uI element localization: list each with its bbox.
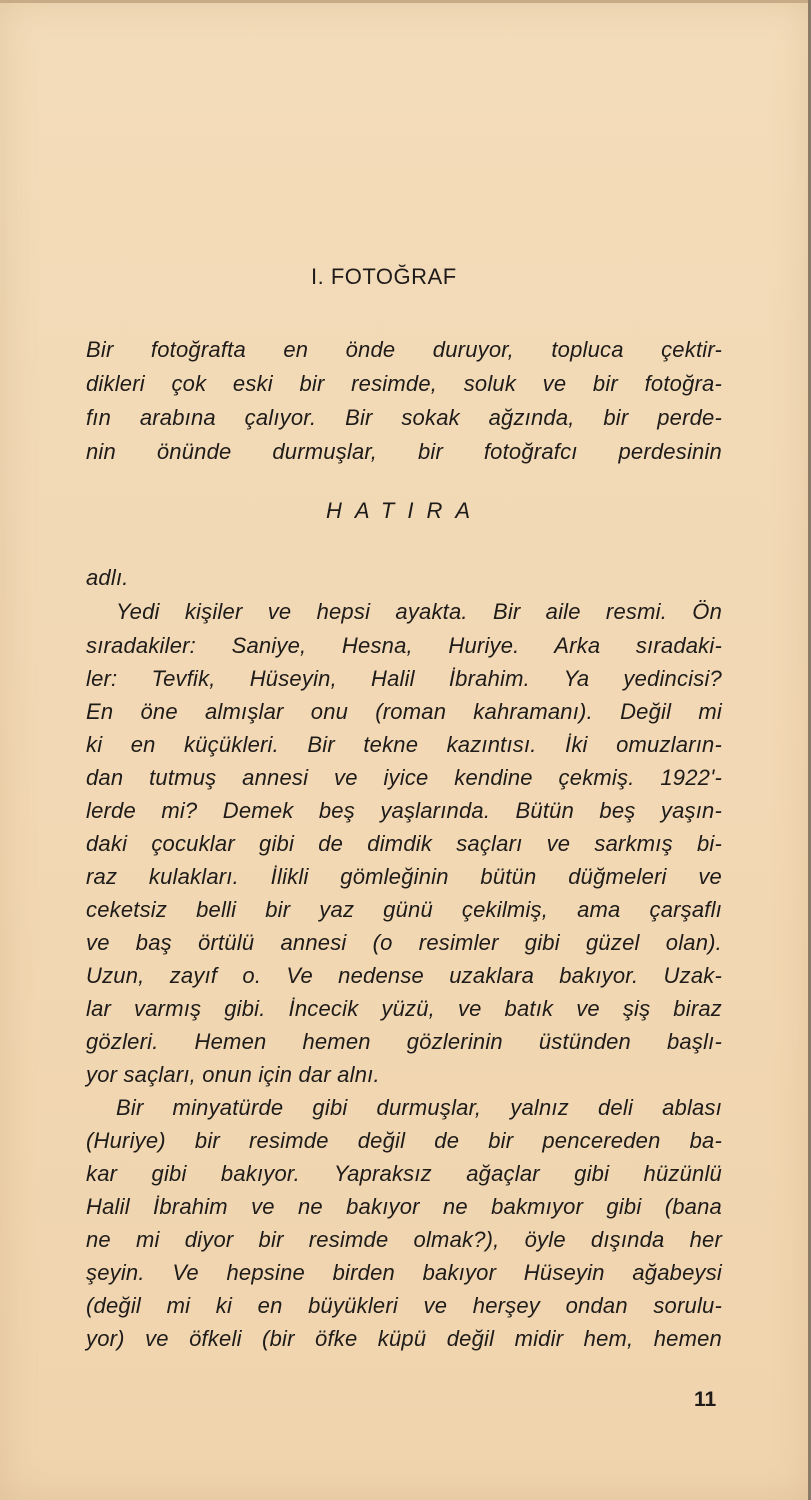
text-line: yor) ve öfkeli (bir öfke küpü değil midir hem, hemen (86, 1326, 722, 1351)
text-line: ne mi diyor bir resimde olmak?), öyle dışında her (86, 1227, 722, 1252)
text-line: En öne almışlar onu (roman kahramanı). Değil mi (86, 699, 722, 724)
text-line: Yedi kişiler ve hepsi ayakta. Bir aile resmi. Ön (116, 599, 722, 624)
text-line: lar varmış gibi. İncecik yüzü, ve batık ve şiş biraz (86, 996, 722, 1021)
curtain-label: HATIRA (326, 498, 484, 523)
text-line: lerde mi? Demek beş yaşlarında. Bütün beş yaşın- (86, 798, 722, 823)
page-top-edge (0, 0, 811, 3)
text-line: fın arabına çalıyor. Bir sokak ağzında, bir perde- (86, 405, 722, 430)
text-line: ceketsiz belli bir yaz günü çekilmiş, ama çarşaflı (86, 897, 722, 922)
text-line: dikleri çok eski bir resimde, soluk ve bir fotoğra- (86, 371, 722, 396)
text-line: Bir fotoğrafta en önde duruyor, topluca çektir- (86, 337, 722, 362)
text-line: adlı. (86, 565, 129, 590)
text-line: dan tutmuş annesi ve iyice kendine çekmiş. 1922'- (86, 765, 722, 790)
text-line: sıradakiler: Saniye, Hesna, Huriye. Arka sıradaki- (86, 633, 722, 658)
text-line: ve baş örtülü annesi (o resimler gibi güzel olan). (86, 930, 722, 955)
text-line: gözleri. Hemen hemen gözlerinin üstünden başlı- (86, 1029, 722, 1054)
page-number: 11 (694, 1388, 717, 1411)
text-line: yor saçları, onun için dar alnı. (86, 1062, 380, 1087)
text-line: (Huriye) bir resimde değil de bir pencereden ba- (86, 1128, 722, 1153)
text-line: Bir minyatürde gibi durmuşlar, yalnız deli ablası (116, 1095, 722, 1120)
text-line: (değil mi ki en büyükleri ve herşey ondan sorulu- (86, 1293, 722, 1318)
chapter-heading: I. FOTOĞRAF (311, 264, 457, 289)
text-line: raz kulakları. İlikli gömleğinin bütün düğmeleri ve (86, 864, 722, 889)
text-line: ki en küçükleri. Bir tekne kazıntısı. İki omuzların- (86, 732, 722, 757)
text-line: Halil İbrahim ve ne bakıyor ne bakmıyor gibi (bana (86, 1194, 722, 1219)
text-line: daki çocuklar gibi de dimdik saçları ve sarkmış bi- (86, 831, 722, 856)
text-line: şeyin. Ve hepsine birden bakıyor Hüseyin ağabeysi (86, 1260, 722, 1285)
text-line: nin önünde durmuşlar, bir fotoğrafcı perdesinin (86, 439, 722, 464)
text-line: kar gibi bakıyor. Yapraksız ağaçlar gibi hüzünlü (86, 1161, 722, 1186)
text-line: Uzun, zayıf o. Ve nedense uzaklara bakıyor. Uzak- (86, 963, 722, 988)
text-line: ler: Tevfik, Hüseyin, Halil İbrahim. Ya yedincisi? (86, 666, 722, 691)
